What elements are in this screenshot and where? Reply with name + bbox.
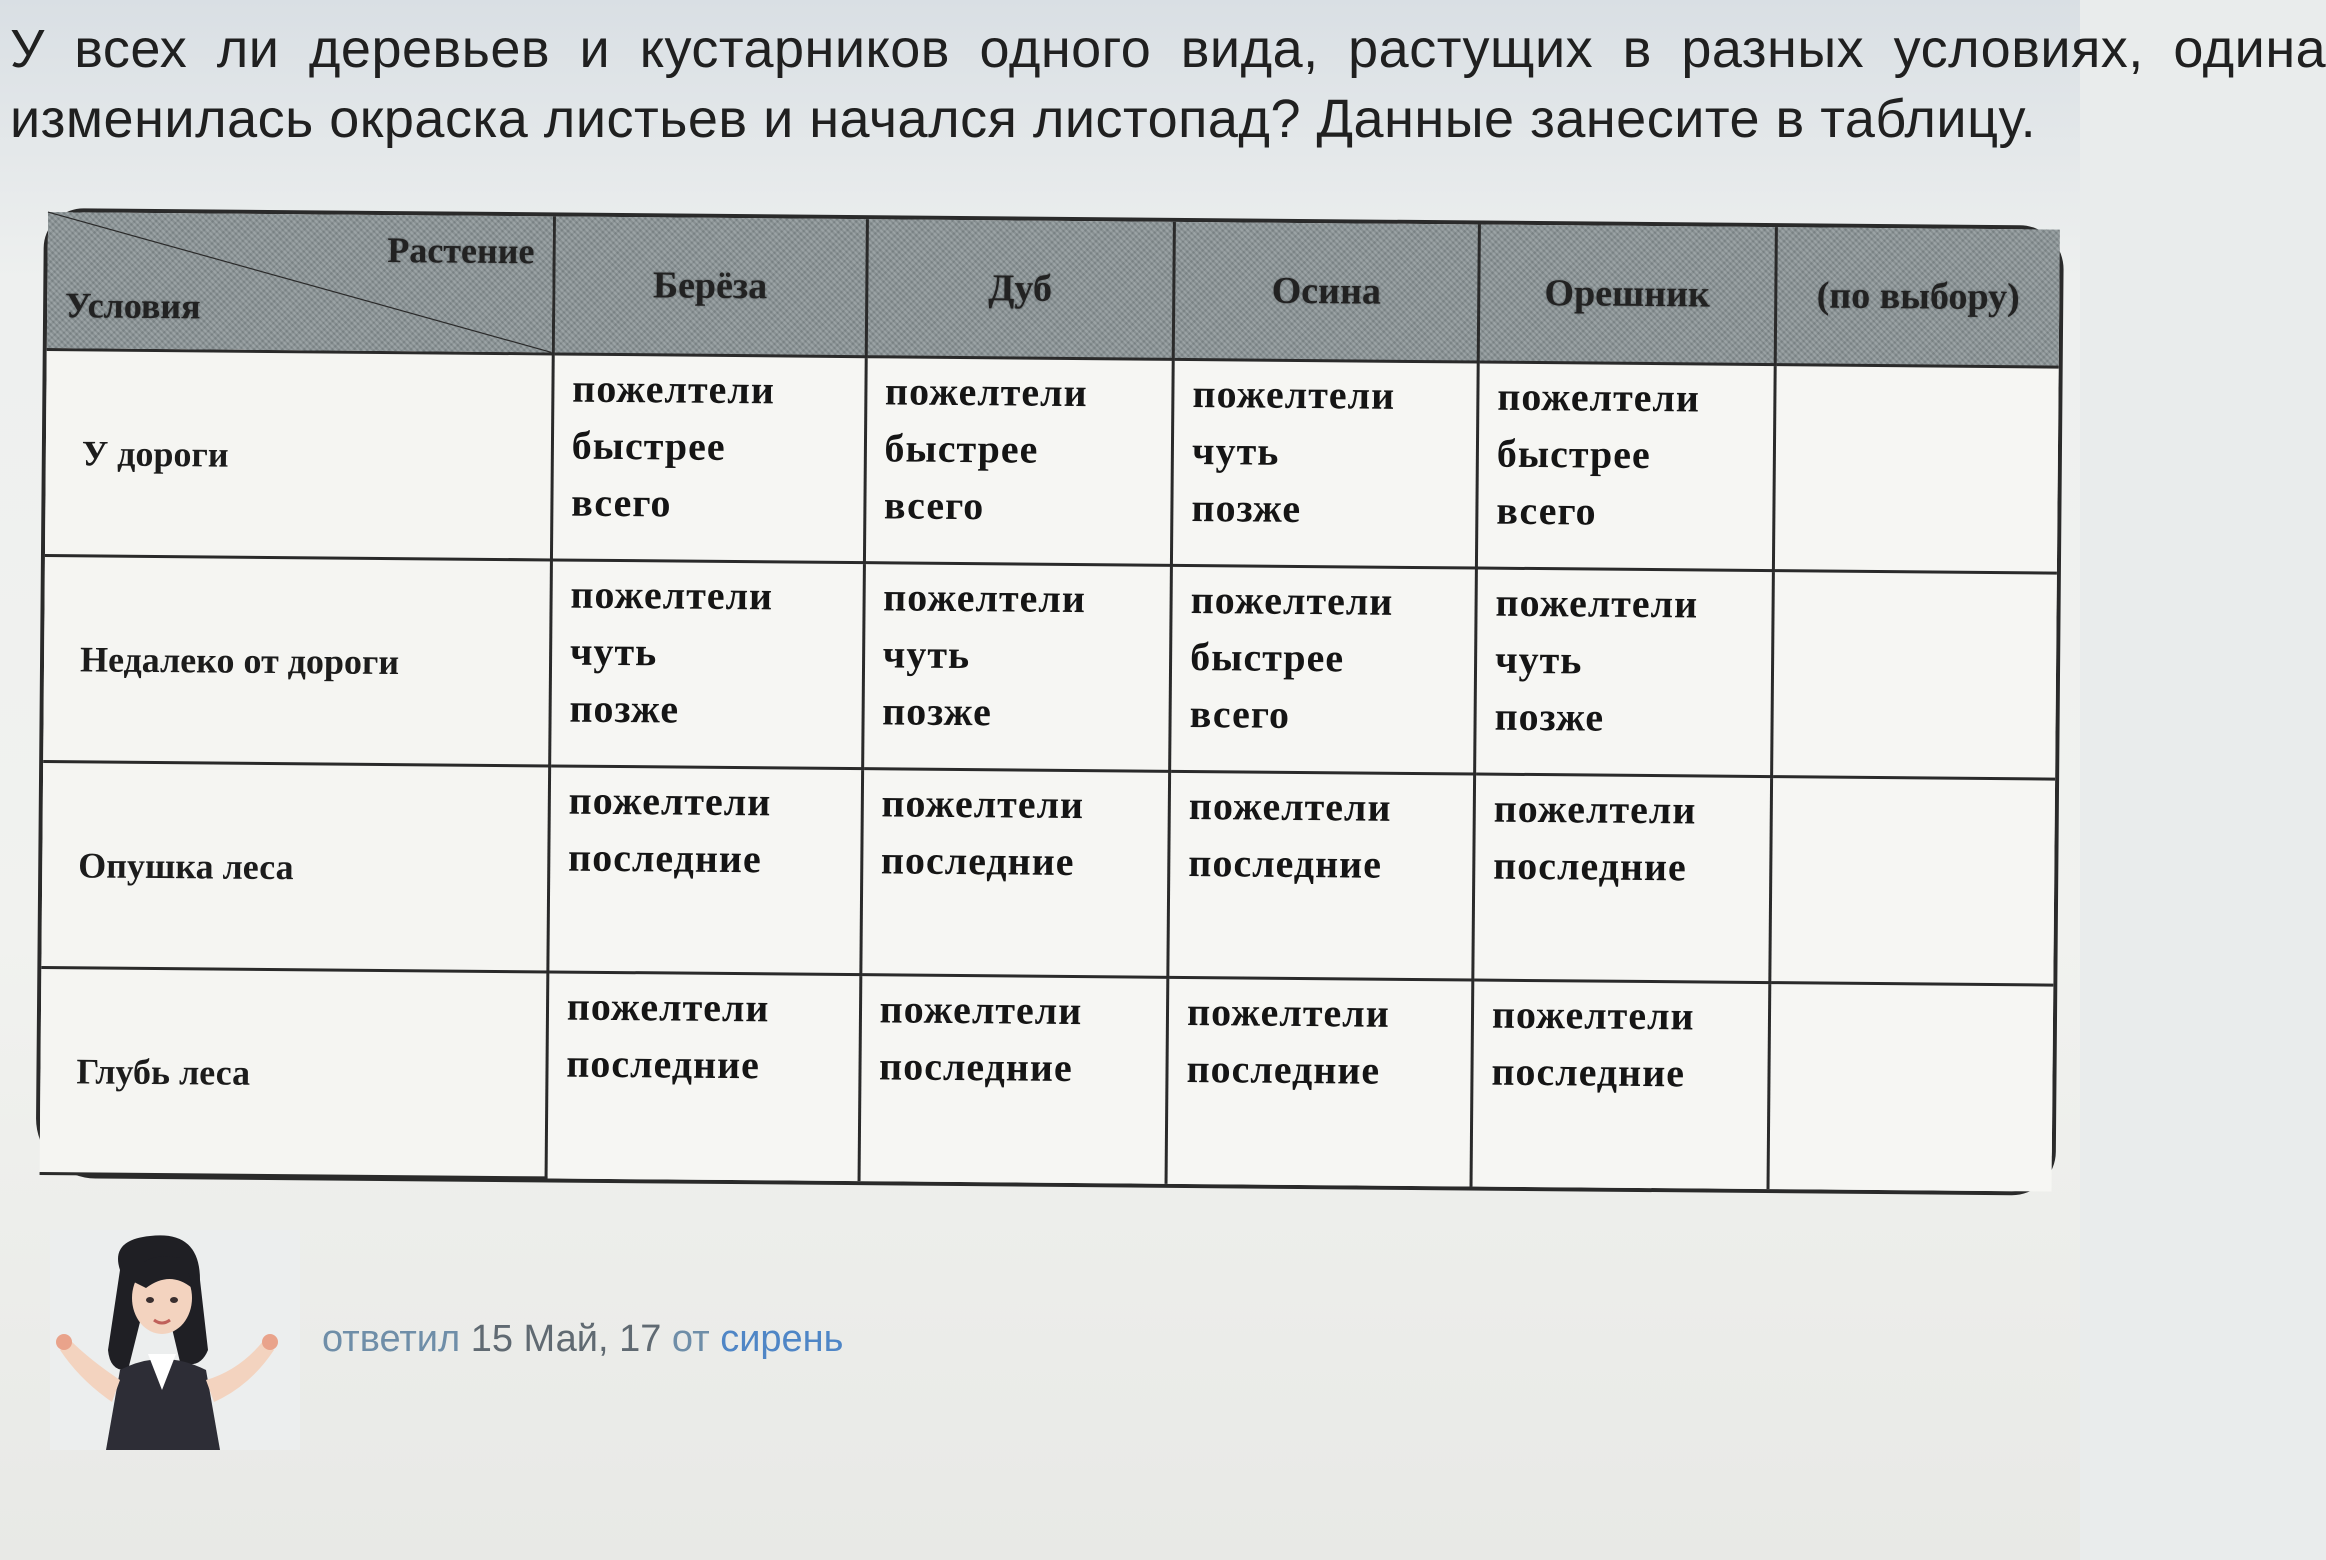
cell-text-line: пожелтели: [884, 368, 1088, 416]
cell-text-line: последние: [878, 1043, 1073, 1091]
cell-text-line: быстрее: [884, 425, 1039, 472]
corner-label-plant: Растение: [387, 229, 535, 272]
table-cell: [549, 560, 864, 769]
table-cell: [1473, 774, 1772, 983]
cell-text-line: пожелтели: [1192, 371, 1396, 418]
cell-text-line: пожелтели: [1497, 373, 1701, 421]
table-cell: [1476, 362, 1775, 571]
cell-text-line: пожелтели: [566, 983, 770, 1031]
row-condition-label: У дороги: [45, 350, 553, 560]
table-cell: [551, 354, 866, 563]
cell-text-line: пожелтели: [1186, 989, 1390, 1036]
cell-text-line: последние: [880, 837, 1075, 885]
cell-text-line: всего: [1496, 487, 1597, 534]
column-header: Берёза: [553, 216, 867, 356]
table-cell: [548, 766, 863, 975]
cell-text-line: быстрее: [1496, 430, 1651, 478]
table-row: [41, 762, 2055, 986]
cell-text-line: пожелтели: [1495, 579, 1699, 627]
column-header: Осина: [1173, 222, 1479, 362]
cell-text-line: пожелтели: [572, 365, 776, 413]
answer-date: 15 Май, 17: [470, 1318, 662, 1360]
cell-text-line: пожелтели: [568, 777, 772, 825]
cell-text-line: пожелтели: [1190, 577, 1394, 624]
table-row: [43, 556, 2057, 780]
answer-meta: [322, 1318, 843, 1361]
table-cell: [860, 769, 1169, 978]
table-corner-cell: [47, 212, 554, 354]
corner-label-conditions: Условия: [64, 285, 201, 327]
cell-text-line: последние: [1186, 1046, 1381, 1093]
cell-text-line: всего: [1189, 691, 1291, 737]
cell-text-line: пожелтели: [1491, 991, 1695, 1039]
table-row: [45, 350, 2059, 574]
cell-text-line: последние: [1493, 842, 1688, 890]
cell-text-line: пожелтели: [883, 574, 1087, 622]
answered-link[interactable]: ответил: [322, 1318, 461, 1360]
cell-text-line: чуть: [1494, 636, 1583, 683]
table-cell: [862, 563, 1171, 772]
cell-text-line: последние: [1188, 840, 1383, 887]
table-cell: [1471, 980, 1770, 1189]
cell-text-line: быстрее: [571, 422, 726, 469]
question-line-1: У всех ли деревьев и кустарников одного вида, растущих в разных условиях, одина: [10, 19, 2326, 79]
table-cell: [1475, 568, 1774, 777]
female-user-avatar-icon[interactable]: [50, 1230, 300, 1450]
cell-text-line: всего: [883, 482, 985, 529]
question-text: [10, 14, 2326, 154]
cell-text-line: последние: [567, 834, 762, 882]
cell-text-line: чуть: [569, 628, 658, 675]
table-cell: [1172, 359, 1479, 568]
table-cell: [1168, 771, 1475, 980]
column-header: Орешник: [1478, 225, 1776, 365]
answer-footer: [50, 1230, 1050, 1450]
table-cell: [1170, 565, 1477, 774]
observation-table: [40, 212, 2060, 1193]
table-cell-empty: [1770, 777, 2055, 985]
table-cell: [1166, 977, 1473, 1186]
by-label: от: [671, 1318, 710, 1360]
cell-text-line: пожелтели: [1188, 783, 1392, 830]
table-cell: [864, 357, 1173, 566]
table-cell: [859, 975, 1168, 1184]
cell-text-line: позже: [1494, 693, 1605, 740]
cell-text-line: позже: [882, 688, 993, 735]
table-body: [40, 350, 2059, 1192]
table-row: [40, 968, 2054, 1192]
cell-text-line: пожелтели: [879, 986, 1083, 1034]
row-condition-label: Глубь леса: [40, 968, 548, 1178]
cell-text-line: позже: [1191, 485, 1302, 531]
cell-text-line: чуть: [882, 631, 971, 678]
cell-text-line: пожелтели: [1493, 785, 1697, 833]
column-header: (по выбору): [1775, 227, 2060, 367]
cell-text-line: позже: [569, 685, 680, 732]
question-line-2: изменилась окраска листьев и начался листопад? Данные занесите в таблицу.: [10, 89, 2037, 149]
table-header-row: [47, 212, 2060, 367]
cell-text-line: пожелтели: [570, 571, 774, 619]
table-cell: [546, 972, 861, 1181]
cell-text-line: быстрее: [1190, 634, 1345, 681]
row-condition-label: Опушка леса: [41, 762, 549, 972]
column-header: Дуб: [866, 219, 1175, 359]
cell-text-line: последние: [566, 1040, 761, 1088]
answer-table: [36, 208, 2064, 1196]
cell-text-line: пожелтели: [881, 780, 1085, 828]
table-cell-empty: [1771, 571, 2056, 779]
table-cell-empty: [1768, 983, 2053, 1191]
answer-author-link[interactable]: сирень: [720, 1318, 844, 1360]
cell-text-line: последние: [1491, 1048, 1686, 1096]
table-cell-empty: [1773, 365, 2058, 573]
cell-text-line: всего: [571, 479, 672, 526]
row-condition-label: Недалеко от дороги: [43, 556, 551, 766]
cell-text-line: чуть: [1191, 428, 1280, 474]
